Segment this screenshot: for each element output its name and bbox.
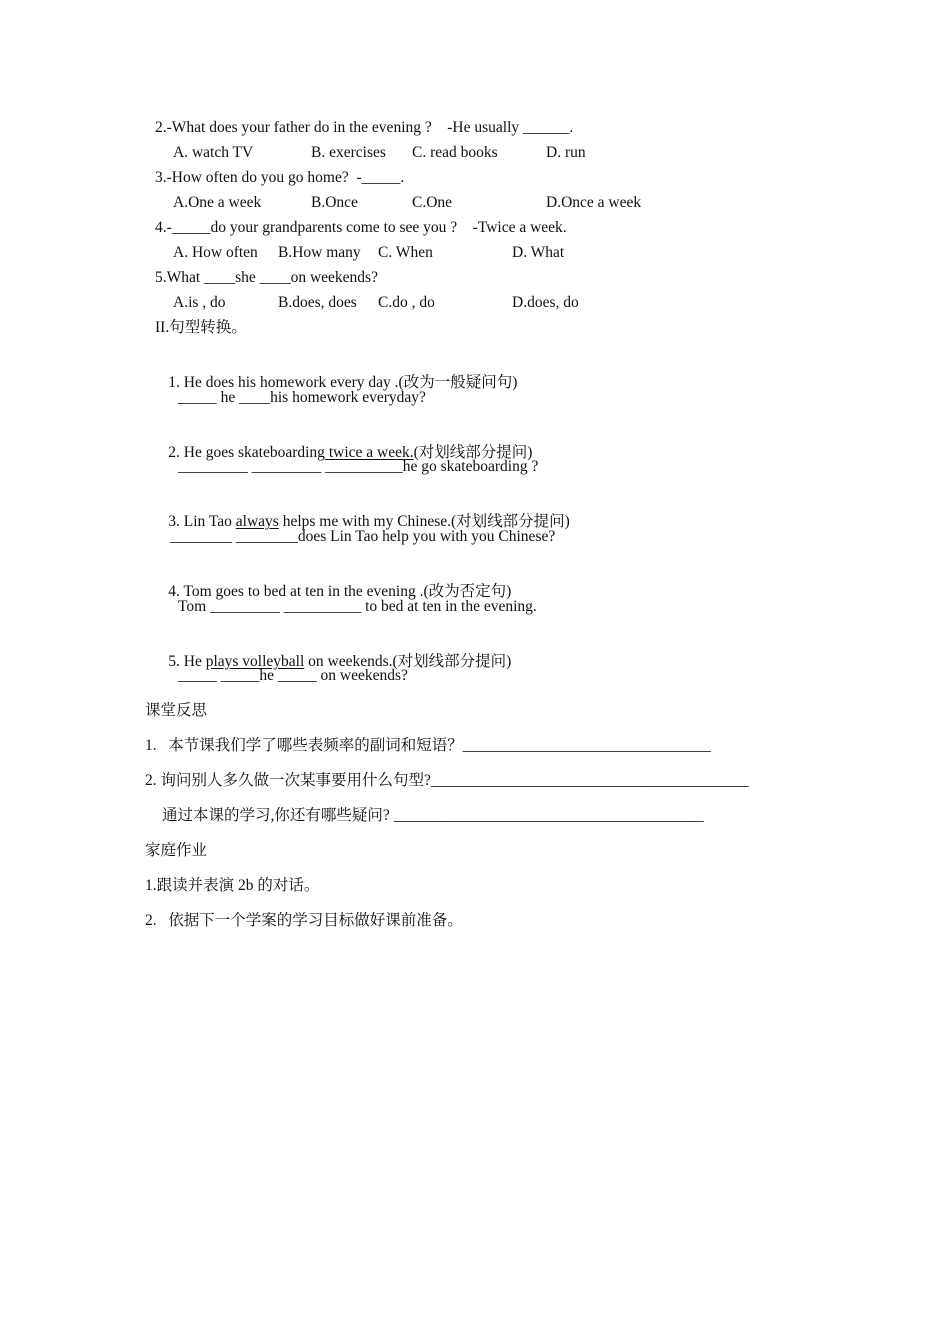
option-a: A.One a week — [173, 194, 262, 211]
option-c: C.do , do — [378, 294, 435, 311]
option-b: B.How many — [278, 244, 361, 261]
homework-item-2: 2. 依据下一个学案的学习目标做好课前准备。 — [145, 912, 463, 929]
homework-title: 家庭作业 — [145, 842, 208, 859]
question-4: 4.-_____do your grandparents come to see you ? -Twice a week. — [155, 219, 567, 236]
transform-item-2: 2. He goes skateboarding twice a week.(对划线部分提问) — [168, 444, 533, 461]
question-3: 3.-How often do you go home? -_____. — [155, 169, 405, 186]
option-d: D. What — [512, 244, 565, 261]
option-b: B.does, does — [278, 294, 357, 311]
option-b: B. exercises — [311, 144, 386, 161]
homework-item-1: 1.跟读并表演 2b 的对话。 — [145, 877, 320, 894]
underlined-phrase: plays volleyball — [205, 653, 305, 670]
option-d: D. run — [546, 144, 586, 161]
option-a: A. watch TV — [173, 144, 254, 161]
underlined-phrase: always — [235, 513, 279, 530]
transform-item-5: 5. He plays volleyball on weekends.(对划线部分提问) — [168, 653, 512, 670]
reflection-title: 课堂反思 — [145, 702, 208, 719]
answer-line-1: _____ he ____his homework everyday? — [178, 389, 426, 406]
answer-line-2: _________ _________ __________he go skateboarding ? — [178, 458, 539, 475]
reflection-item-1: 1. 本节课我们学了哪些表频率的副词和短语？________________________________ — [145, 737, 711, 754]
option-a: A. How often — [173, 244, 258, 261]
option-a: A.is , do — [173, 294, 226, 311]
transform-item-3: 3. Lin Tao always helps me with my Chinese.(对划线部分提问) — [168, 513, 570, 530]
option-c: C.One — [412, 194, 453, 211]
transform-item-4: 4. Tom goes to bed at ten in the evening .(改为否定句) — [168, 583, 512, 600]
option-d: D.does, do — [512, 294, 579, 311]
reflection-item-3: 通过本课的学习,你还有哪些疑问? ________________________________________ — [162, 807, 704, 824]
answer-line-5: _____ _____he _____ on weekends? — [178, 667, 408, 684]
option-c: C. When — [378, 244, 433, 261]
option-c: C. read books — [412, 144, 498, 161]
transform-item-1: 1. He does his homework every day .(改为一般疑问句) — [168, 374, 518, 391]
section-title: II.句型转换。 — [155, 319, 247, 336]
underlined-phrase: twice a week. — [324, 444, 414, 461]
answer-line-4: Tom _________ __________ to bed at ten in the evening. — [178, 598, 537, 615]
reflection-item-2: 2. 询问别人多久做一次某事要用什么句型?_________________________________________ — [145, 772, 749, 789]
question-2: 2.-What does your father do in the evening ? -He usually ______. — [155, 119, 574, 136]
question-5: 5.What ____she ____on weekends? — [155, 269, 378, 286]
option-d: D.Once a week — [546, 194, 642, 211]
option-b: B.Once — [311, 194, 358, 211]
answer-line-3: ________ ________does Lin Tao help you with you Chinese? — [170, 528, 556, 545]
